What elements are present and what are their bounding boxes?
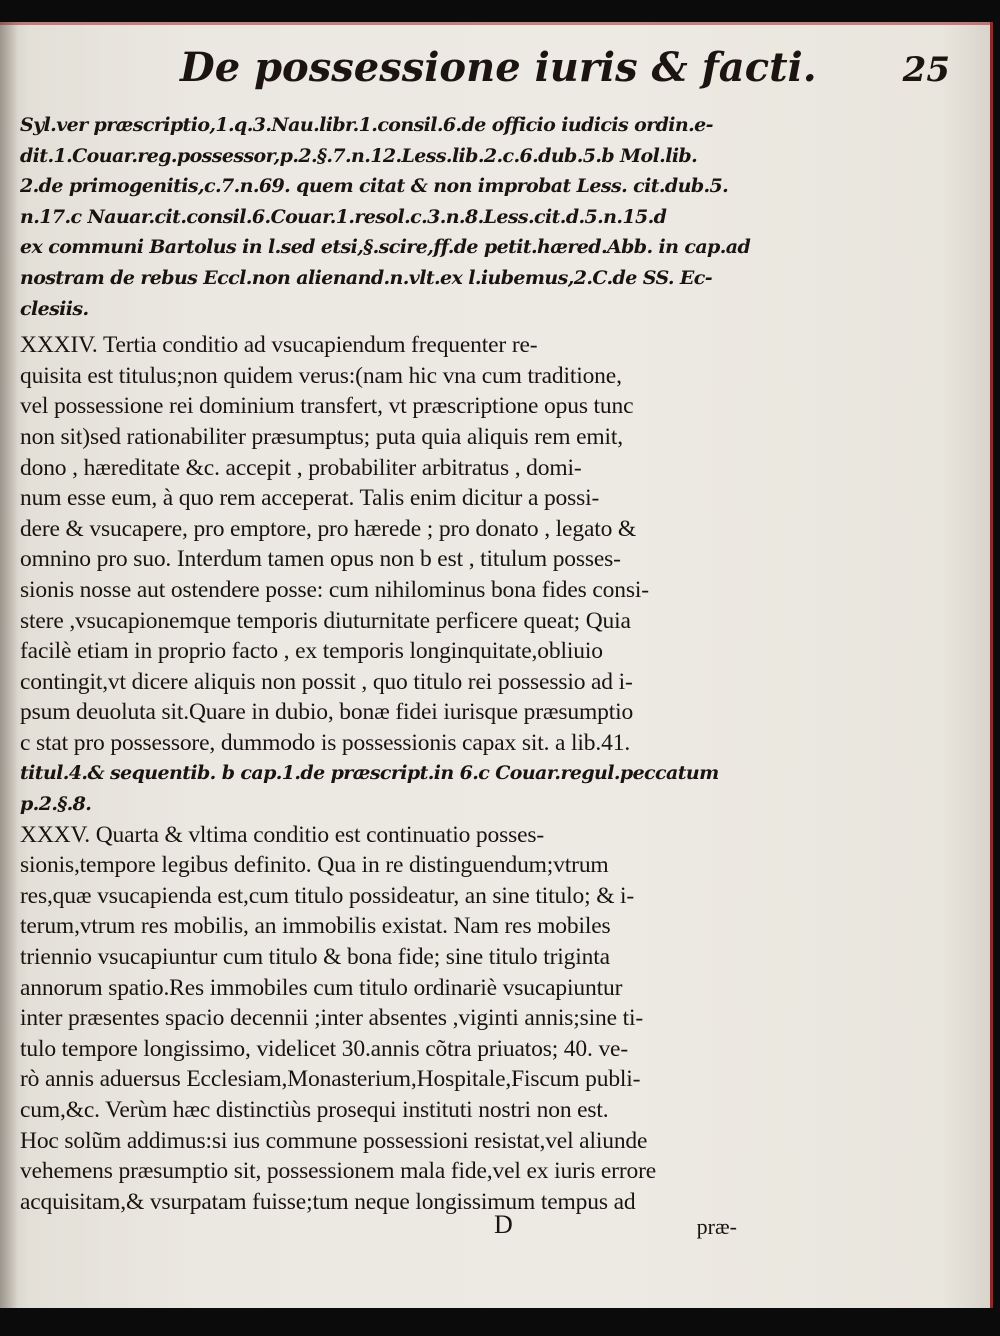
body-line: non sit)sed rationabiliter præsumptus; puta quia aliquis rem emit,: [20, 423, 623, 450]
note-line: nostram de rebus Eccl.non alienand.n.vlt.ex l.iubemus,2.C.de SS. Ec-: [20, 266, 713, 289]
body-line: dere & vsucapere, pro emptore, pro hærede ; pro donato , legato &: [20, 515, 637, 542]
body-line: res,quæ vsucapienda est,cum titulo possideatur, an sine titulo; & i-: [20, 882, 635, 909]
body-line: vel possessione rei dominium transfert, vt præscriptione opus tunc: [20, 393, 634, 420]
body-line: rò annis aduersus Ecclesiam,Monasterium,Hospitale,Fiscum publi-: [20, 1066, 641, 1093]
body-line: sionis,tempore legibus definito. Qua in re distinguendum;vtrum: [20, 852, 609, 879]
body-line: annorum spatio.Res immobiles cum titulo ordinariè vsucapiuntur: [20, 974, 623, 1001]
note-line: Syl.ver præscriptio,1.q.3.Nau.libr.1.consil.6.de officio iudicis ordin.e-: [20, 114, 713, 136]
signature-mark: D: [494, 1210, 513, 1239]
page-number: 25: [902, 50, 950, 90]
section-xxxiv: [20, 330, 772, 820]
body-line: triennio vsucapiuntur cum titulo & bona fide; sine titulo triginta: [20, 944, 610, 971]
note-line: 2.de primogenitis,c.7.n.69. quem citat & non improbat Less. cit.dub.5.: [20, 175, 729, 198]
page-footer: [20, 1210, 772, 1244]
body-line: contingit,vt dicere aliquis non possit , quo titulo rei possessio ad i-: [20, 668, 633, 695]
body-line: sionis nosse aut ostendere posse: cum nihilominus bona fides consi-: [20, 576, 649, 603]
text-block: [20, 110, 772, 1217]
body-line: psum deuoluta sit.Quare in dubio, bonæ fidei iurisque præsumptio: [20, 699, 634, 726]
note-line: clesiis.: [20, 297, 89, 320]
body-line: p.2.§.8.: [20, 793, 92, 816]
section-xxxv: [20, 820, 772, 1218]
body-line: facilè etiam in proprio facto , ex temporis longinquitate,obliuio: [20, 638, 603, 665]
body-line: c stat pro possessore, dummodo is possessionis capax sit. a lib.41.: [20, 729, 631, 756]
body-line: omnino pro suo. Interdum tamen opus non b est , titulum posses-: [20, 546, 621, 573]
body-line: vehemens præsumptio sit, possessionem mala fide,vel ex iuris errore: [20, 1158, 657, 1185]
body-line: XXXIV. Tertia conditio ad vsucapiendum frequenter re-: [20, 332, 538, 359]
body-line: Hoc solũm addimus:si ius commune possessioni resistat,vel aliunde: [20, 1127, 648, 1154]
body-line: num esse eum, à quo rem acceperat. Talis enim dicitur a possi-: [20, 485, 600, 512]
body-line: stere ,vsucapionemque temporis diuturnitate perficere queat; Quia: [20, 607, 631, 634]
body-line: acquisitam,& vsurpatam fuisse;tum neque longissimum tempus ad: [20, 1188, 636, 1215]
page-edge-band: [0, 22, 993, 25]
body-line: titul.4.& sequentib. b cap.1.de præscript.in 6.c Couar.regul.peccatum: [20, 762, 719, 785]
body-line: tulo tempore longissimo, videlicet 30.annis cõtra priuatos; 40. ve-: [20, 1035, 629, 1062]
page-header: [180, 44, 960, 104]
running-title: De possessione iuris & facti.: [180, 44, 817, 91]
body-line: inter præsentes spacio decennii ;inter absentes ,viginti annis;sine ti-: [20, 1005, 644, 1032]
body-line: terum,vtrum res mobilis, an immobilis existat. Nam res mobiles: [20, 913, 611, 940]
note-line: dit.1.Couar.reg.possessor,p.2.§.7.n.12.Less.lib.2.c.6.dub.5.b Mol.lib.: [20, 144, 698, 167]
note-line: ex communi Bartolus in l.sed etsi,§.scire,ff.de petit.hæred.Abb. in cap.ad: [20, 236, 751, 259]
body-line: dono , hæreditate &c. accepit , probabiliter arbitratus , domi-: [20, 454, 582, 481]
marginal-notes: [20, 110, 772, 324]
note-line: n.17.c Nauar.cit.consil.6.Couar.1.resol.c.3.n.8.Less.cit.d.5.n.15.d: [20, 205, 667, 228]
gutter-shadow: [0, 22, 18, 1308]
body-line: cum,&c. Verùm hæc distinctiùs prosequi instituti nostri non est.: [20, 1097, 609, 1123]
body-line: XXXV. Quarta & vltima conditio est continuatio posses-: [20, 821, 545, 848]
catchword: præ-: [696, 1214, 737, 1239]
body-line: quisita est titulus;non quidem verus:(nam hic vna cum traditione,: [20, 362, 622, 389]
